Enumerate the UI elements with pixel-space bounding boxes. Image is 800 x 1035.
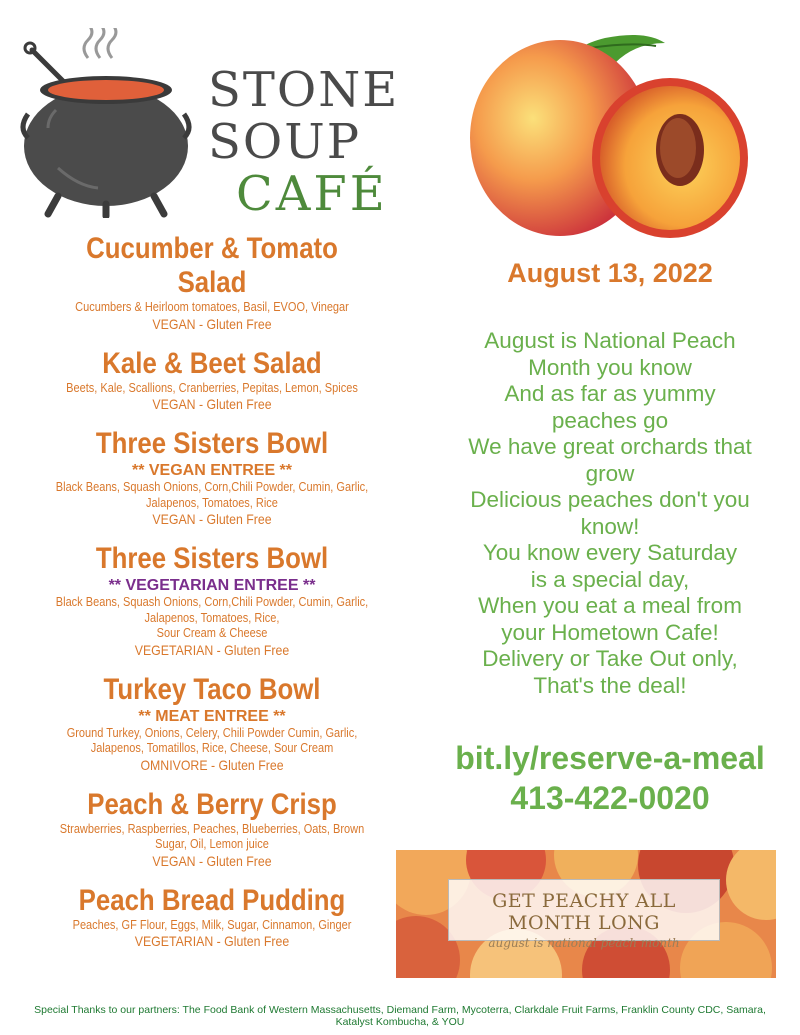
menu-item-title: Turkey Taco Bowl [103,672,321,706]
poem-line: peaches go [551,407,669,433]
poem-line: Delivery or Take Out only, [482,646,738,671]
poem-line: is a special day, [530,566,690,592]
menu-item [22,232,402,333]
poem-line: grow [585,460,635,486]
menu-item-title: Kale & Beet Salad [102,346,322,380]
poem-line: And as far as yummy [504,381,716,406]
menu-item-ingredients: Sour Cream & Cheese [156,626,268,640]
menu-item-title: Three Sisters Bowl [95,542,329,575]
menu-item-diet: VEGAN - Gluten Free [152,852,272,869]
poem-line: We have great orchards that [468,434,752,459]
menu-item-title: Peach & Berry Crisp [87,787,337,821]
menu-item [22,542,402,659]
poem-line: Month you know [528,354,692,380]
poem-line: know! [580,513,640,539]
poem-line: your Hometown Cafe! [501,619,719,645]
banner-subtitle: august is national peach month [488,936,680,950]
menu-item [22,884,402,951]
menu-item-diet: VEGAN - Gluten Free [152,396,272,412]
menu-item-tag: ** MEAT ENTREE ** [138,707,286,725]
menu-item-diet: VEGETARIAN - Gluten Free [134,933,290,949]
poem-line: Delicious peaches don't you [470,487,750,512]
menu-item-ingredients: Cucumbers & Heirloom tomatoes, Basil, EVOO, Vinegar [75,300,349,314]
menu-item-diet: OMNIVORE - Gluten Free [140,756,284,773]
peach-image [470,18,750,248]
menu-item-ingredients: Jalapenos, Tomatoes, Rice, [144,610,280,625]
menu-item-ingredients: Jalapenos, Tomatillos, Rice, Cheese, Sour Cream [90,741,334,755]
poem-line: That's the deal! [533,672,687,698]
menu-item [22,347,402,414]
banner-title: GET PEACHY ALL MONTH LONG [492,890,676,934]
menu-item-ingredients: Black Beans, Squash Onions, Corn,Chili Powder, Cumin, Garlic, [55,595,369,609]
menu-item-tag: ** VEGETARIAN ENTREE ** [108,577,316,594]
peach-banner [396,850,776,978]
contact-block [425,738,795,818]
menu-item-diet: VEGETARIAN - Gluten Free [134,641,290,658]
logo-line-cafe: CAFÉ [236,166,388,222]
menu-item-ingredients: Jalapenos, Tomatoes, Rice [146,495,278,510]
menu-item [22,427,402,528]
logo-line-stone: STONE [208,62,400,118]
menu-item [22,673,402,774]
menu-item-tag: ** VEGAN ENTREE ** [131,462,293,479]
poem-line: You know every Saturday [482,540,738,565]
phone-number[interactable]: 413-422-0020 [510,780,710,816]
menu-item-ingredients: Peaches, GF Flour, Eggs, Milk, Sugar, Cinnamon, Ginger [72,917,352,932]
poem-line: August is National Peach [484,328,736,353]
menu-item-ingredients: Sugar, Oil, Lemon juice [155,837,269,851]
logo-text [208,62,400,222]
menu-item-ingredients: Black Beans, Squash Onions, Corn,Chili Powder, Cumin, Garlic, [55,480,369,494]
menu-item-title: Three Sisters Bowl [95,427,329,460]
peach-poem [425,328,795,699]
menu-item-ingredients: Beets, Kale, Scallions, Cranberries, Pepitas, Lemon, Spices [66,380,358,395]
menu-date: August 13, 2022 [507,258,713,288]
reserve-link[interactable]: bit.ly/reserve-a-meal [455,740,765,776]
menu-item-ingredients: Ground Turkey, Onions, Celery, Chili Powder Cumin, Garlic, [66,725,358,740]
menu-item-title: Cucumber & Tomato Salad [86,232,338,299]
menu-list [22,232,402,964]
logo-line-soup: SOUP [208,114,361,170]
partners-footer: Special Thanks to our partners: The Food Bank of Western Massachusetts, Diemand Farm, Mycoterra, Clarkdale Fruit Farms, Franklin County CDC, Samara, Katalyst Kombucha, & YOU [34,1004,766,1028]
banner-caption [448,879,720,950]
menu-item-diet: VEGAN - Gluten Free [152,511,272,527]
soup-pot-icon [18,28,198,218]
logo [18,28,400,222]
menu-item-diet: VEGAN - Gluten Free [152,315,272,332]
menu-item-title: Peach Bread Pudding [78,883,346,917]
poem-line: When you eat a meal from [478,593,742,618]
menu-item [22,788,402,870]
menu-item-ingredients: Strawberries, Raspberries, Peaches, Blueberries, Oats, Brown [59,821,365,836]
